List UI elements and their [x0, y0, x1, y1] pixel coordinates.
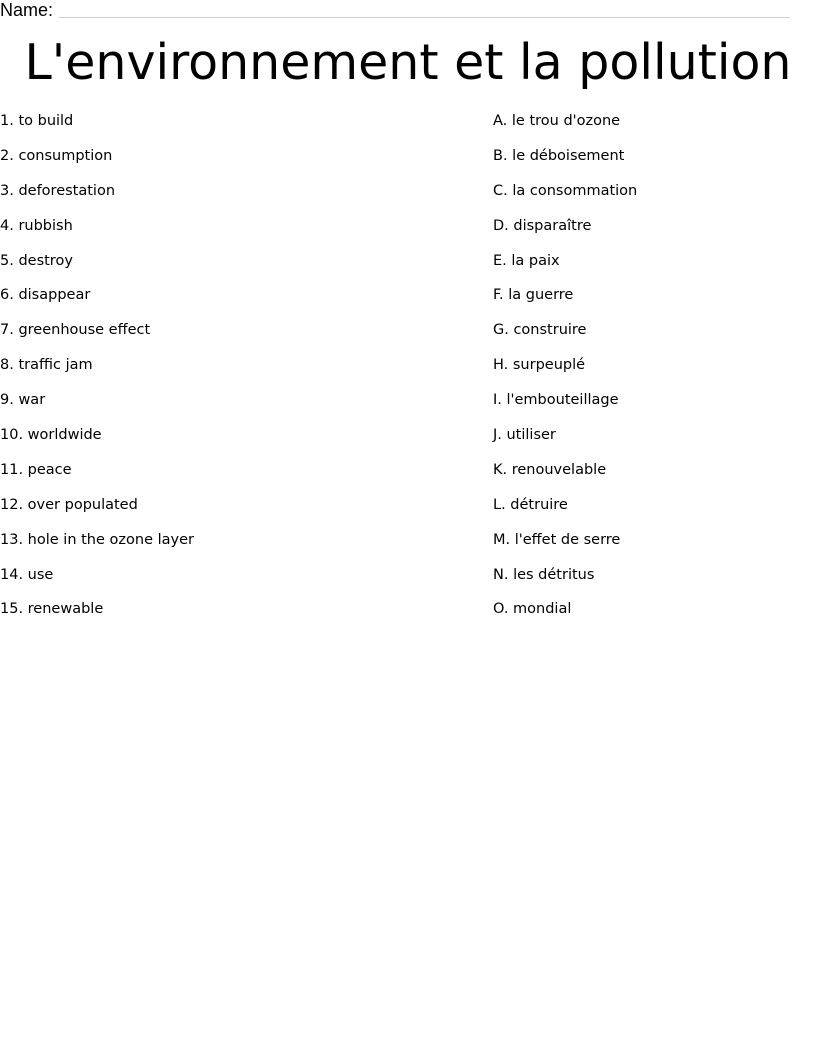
english-terms-list — [0, 111, 194, 634]
english-term-item: 2. consumption — [0, 147, 113, 164]
english-term-item: 13. hole in the ozone layer — [0, 531, 194, 548]
french-term-item: F. la guerre — [493, 287, 574, 304]
english-term-item: 4. rubbish — [0, 217, 73, 234]
english-term-item: 15. renewable — [0, 601, 104, 618]
french-terms-list — [493, 111, 637, 634]
french-term-item: H. surpeuplé — [493, 357, 586, 374]
english-term-item: 8. traffic jam — [0, 357, 93, 374]
french-term-item: N. les détritus — [493, 566, 595, 583]
french-term-item: G. construire — [493, 322, 587, 339]
english-term-item: 14. use — [0, 566, 54, 583]
english-term-item: 9. war — [0, 392, 46, 409]
french-term-item: D. disparaître — [493, 217, 592, 234]
french-term-item: C. la consommation — [493, 182, 638, 199]
english-term-item: 11. peace — [0, 461, 72, 478]
english-term-item: 10. worldwide — [0, 427, 102, 444]
name-field-row — [0, 0, 790, 20]
french-term-item: J. utiliser — [493, 427, 556, 444]
french-term-item: M. l'effet de serre — [493, 531, 621, 548]
english-term-item: 12. over populated — [0, 496, 138, 513]
name-underline — [59, 17, 790, 18]
english-term-item: 3. deforestation — [0, 182, 116, 199]
name-label: Name: — [0, 0, 54, 20]
french-term-item: E. la paix — [493, 252, 560, 269]
french-term-item: B. le déboisement — [493, 147, 625, 164]
english-term-item: 6. disappear — [0, 287, 91, 304]
french-term-item: O. mondial — [493, 601, 572, 618]
french-term-item: L. détruire — [493, 496, 568, 513]
french-term-item: I. l'embouteillage — [493, 392, 619, 409]
english-term-item: 5. destroy — [0, 252, 73, 269]
worksheet-title: L'environnement et la pollution — [24, 34, 792, 91]
english-term-item: 1. to build — [0, 113, 74, 129]
french-term-item: K. renouvelable — [493, 461, 607, 478]
english-term-item: 7. greenhouse effect — [0, 322, 151, 339]
french-term-item: A. le trou d'ozone — [493, 113, 621, 129]
